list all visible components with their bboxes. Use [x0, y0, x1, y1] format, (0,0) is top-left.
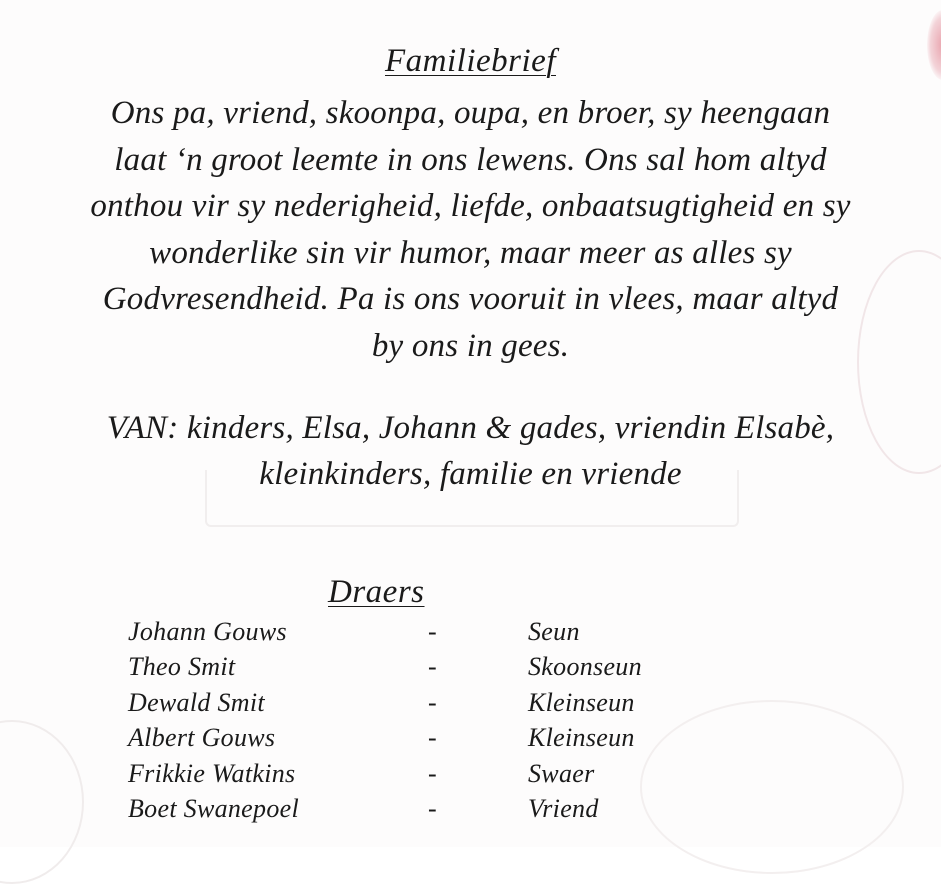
bearer-row — [128, 685, 748, 721]
bearer-name: Theo Smit — [128, 652, 236, 682]
bearer-name: Boet Swanepoel — [128, 794, 299, 824]
bearer-relation: Seun — [528, 616, 580, 646]
tribute-line: wonderlike sin vir humor, maar meer as alles sy — [149, 234, 792, 271]
bearer-separator: - — [428, 794, 437, 824]
from-line: VAN: kinders, Elsa, Johann & gades, vriendin Elsabè, — [106, 410, 835, 446]
bearer-relation: Kleinseun — [528, 723, 635, 753]
decorative-swirl-left — [0, 720, 84, 884]
bearer-separator: - — [428, 758, 437, 788]
from-line: kleinkinders, familie en vriende — [259, 456, 682, 492]
bearer-relation: Skoonseun — [528, 652, 642, 682]
bearer-separator: - — [428, 616, 437, 646]
bearer-relation: Kleinseun — [528, 687, 635, 717]
tribute-line: onthou vir sy nederigheid, liefde, onbaatsugtigheid en sy — [90, 188, 851, 224]
bearer-name: Dewald Smit — [128, 687, 265, 717]
bearer-name: Albert Gouws — [128, 723, 276, 753]
tribute-line: by ons in gees. — [371, 327, 570, 364]
bearer-row — [128, 792, 748, 828]
bearer-separator: - — [428, 723, 437, 753]
bearers-list — [128, 614, 748, 827]
bearers-title: Draers — [328, 574, 425, 610]
tribute-line: Godvresendheid. Pa is ons vooruit in vlees, maar altyd — [102, 281, 839, 317]
bearer-row — [128, 721, 748, 757]
bearer-separator: - — [428, 687, 437, 717]
bearer-row — [128, 650, 748, 686]
bearer-name: Frikkie Watkins — [128, 758, 296, 788]
tribute-paragraph — [20, 90, 921, 369]
letter-title: Familiebrief — [385, 43, 556, 79]
bearer-relation: Vriend — [528, 794, 599, 824]
from-paragraph — [10, 405, 931, 497]
bearer-name: Johann Gouws — [128, 616, 287, 646]
bearer-row — [128, 756, 748, 792]
bearer-row — [128, 614, 748, 650]
bearer-relation: Swaer — [528, 758, 595, 788]
tribute-line: laat ‘n groot leemte in ons lewens. Ons sal hom altyd — [114, 141, 827, 178]
tribute-line: Ons pa, vriend, skoonpa, oupa, en broer, sy heengaan — [110, 95, 831, 131]
bearer-separator: - — [428, 652, 437, 682]
